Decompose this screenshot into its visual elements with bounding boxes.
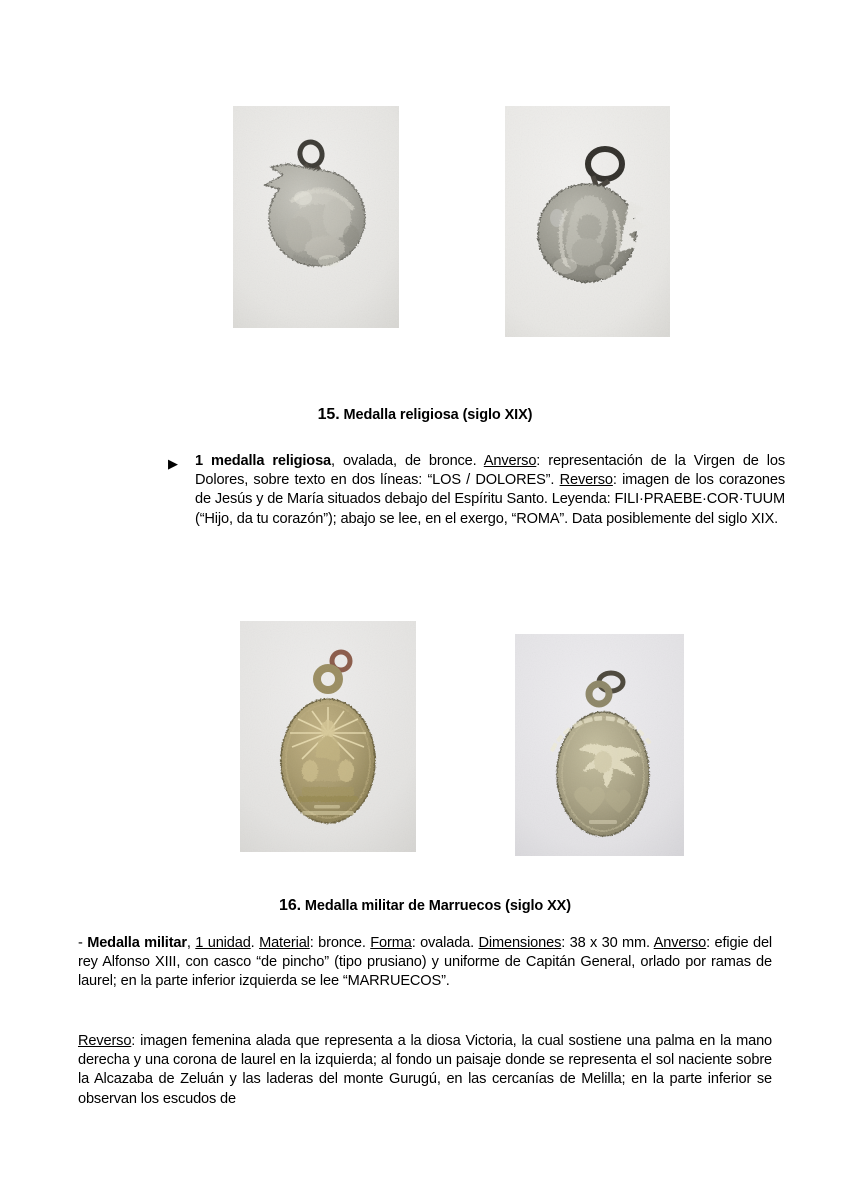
section-15-lead: 1 medalla religiosa [195, 453, 332, 469]
section-heading-15 [78, 406, 772, 424]
section-16-paragraph-1 [78, 934, 772, 992]
medal-photo-anverso-religiosa-2 [240, 621, 416, 852]
section-number-15: 15. [317, 406, 340, 423]
section-16-paragraph-2 [78, 1032, 772, 1109]
photo-plate [233, 106, 399, 328]
medal-photo-reverso-religiosa-1 [505, 106, 670, 337]
section-15-body [195, 452, 785, 529]
photo-plate [515, 634, 684, 856]
medal-oval-back-illustration [515, 634, 684, 856]
dash-marker: - [78, 935, 83, 951]
section-16-p2-text: Reverso: imagen femenina alada que representa a la diosa Victoria, la cual sostiene una palma en la mano derecha y una corona de laurel en la izquierda; al fondo un paisaje donde se representa el sol naciente sobre la Alcazaba de Zeluán y las laderas del monte Gurugú, en las cercanías de Melilla; en la parte inferior se observan los escudos de [78, 1033, 772, 1107]
section-16-lead: Medalla militar [87, 935, 187, 951]
bullet-triangle-icon: ▶ [168, 456, 178, 471]
section-title-16: Medalla militar de Marruecos (siglo XX) [304, 898, 571, 914]
section-16-p1-rest: , 1 unidad. Material: bronce. Forma: ovalada. Dimensiones: 38 x 30 mm. Anverso: efigie del rey Alfonso XIII, con casco “de pincho” (tipo prusiano) y uniforme de Capitán General, orlado por ramas de laurel; en la parte inferior izquierda se lee “MARRUECOS”. [78, 935, 773, 990]
photo-plate [240, 621, 416, 852]
photo-plate [505, 106, 670, 337]
section-title-15: Medalla religiosa (siglo XIX) [343, 407, 533, 423]
medal-round-back-illustration [505, 106, 670, 337]
section-heading-16 [78, 897, 772, 915]
medal-oval-front-illustration [240, 621, 416, 852]
medal-photo-anverso-religiosa-1 [233, 106, 399, 328]
section-number-16: 16. [279, 897, 301, 914]
medal-round-front-illustration [233, 106, 399, 328]
medal-photo-reverso-religiosa-2 [515, 634, 684, 856]
section-15-rest: , ovalada, de bronce. Anverso: representación de la Virgen de los Dolores, sobre texto en dos líneas: “LOS / DOLORES”. Reverso: imagen de los corazones de Jesús y de María situados debajo del Espíritu Santo. Leyenda: FILI·PRAEBE·COR·TUUM (“Hijo, da tu corazón”); abajo se lee, en el exergo, “ROMA”. Data posiblemente del siglo XIX. [195, 453, 786, 527]
